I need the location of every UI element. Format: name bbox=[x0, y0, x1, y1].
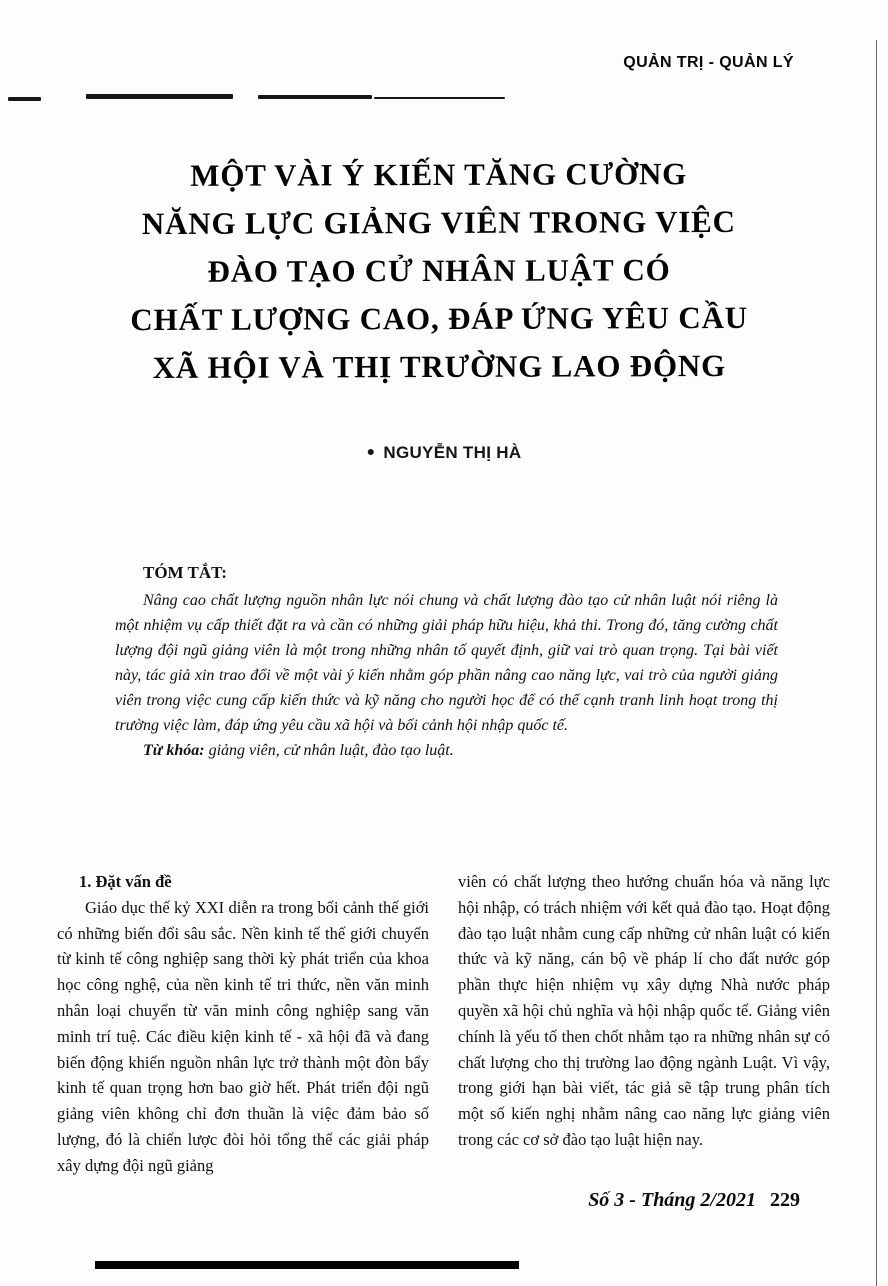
scan-edge-line bbox=[876, 40, 877, 1286]
article-title bbox=[50, 150, 829, 393]
scan-bottom-bar bbox=[95, 1261, 519, 1269]
article-title-line: MỘT VÀI Ý KIẾN TĂNG CƯỜNG bbox=[190, 156, 688, 193]
keywords-text: giảng viên, cử nhân luật, đào tạo luật. bbox=[208, 742, 454, 759]
page-footer bbox=[588, 1189, 800, 1212]
author-bullet-icon: ● bbox=[366, 443, 376, 459]
article-title-line: NĂNG LỰC GIẢNG VIÊN TRONG VIỆC bbox=[141, 203, 736, 242]
footer-issue-label: Số 3 - Tháng 2/2021 bbox=[588, 1189, 756, 1211]
journal-section-header: QUẢN TRỊ - QUẢN LÝ bbox=[623, 54, 794, 71]
body-columns bbox=[57, 869, 831, 1179]
article-title-line: CHẤT LƯỢNG CAO, ĐÁP ỨNG YÊU CẦU bbox=[130, 299, 748, 338]
abstract-text: Nâng cao chất lượng nguồn nhân lực nói chung và chất lượng đào tạo cử nhân luật nói riêng là một nhiệm vụ cấp thiết đặt ra và cần có những giải pháp hữu hiệu, khả thi. Trong đó, tăng cường chất lượng đội ngũ giảng viên là một trong những nhân tố quyết định, giữ vai trò quan trọng. Tại bài viết này, tác giả xin trao đổi về một vài ý kiến nhằm góp phần nâng cao năng lực, vai trò của người giảng viên trong việc cung cấp kiến thức và kỹ năng cho người học để có thể cạnh tranh linh hoạt trong thị trường việc làm, đáp ứng yêu cầu xã hội và bối cảnh hội nhập quốc tế. bbox=[115, 592, 778, 734]
body-paragraph-right: viên có chất lượng theo hướng chuẩn hóa và năng lực hội nhập, có trách nhiệm với kết quả đào tạo. Hoạt động đào tạo luật nhằm cung cấp những cử nhân luật có kiến thức và kỹ năng, cán bộ về pháp lí cho đất nước góp phần thực hiện nhiệm vụ xây dựng Nhà nước pháp quyền xã hội chủ nghĩa và hội nhập quốc tế. Giảng viên chính là yếu tố then chốt nhằm tạo ra những nhân sự có chất lượng cho thị trường lao động ngành Luật. Vì vậy, trong giới hạn bài viết, tác giả sẽ tập trung phân tích một số kiến nghị nhằm nâng cao năng lực giảng viên trong các cơ sở đào tạo luật hiện nay. bbox=[458, 872, 830, 1149]
article-title-line: XÃ HỘI VÀ THỊ TRƯỜNG LAO ĐỘNG bbox=[152, 347, 727, 385]
abstract-section bbox=[115, 560, 778, 763]
scan-line-segment bbox=[258, 95, 372, 99]
scan-line-segment bbox=[374, 97, 505, 99]
scan-line-segment bbox=[8, 97, 41, 101]
footer-page-number: 229 bbox=[770, 1189, 800, 1211]
abstract-heading: TÓM TẮT: bbox=[143, 563, 227, 582]
scan-line-segment bbox=[86, 94, 233, 99]
body-paragraph-left: Giáo dục thế kỷ XXI diễn ra trong bối cảnh thế giới có những biến đổi sâu sắc. Nền kinh tế thế giới chuyển từ kinh tế công nghiệp sang thời kỳ phát triển của khoa học công nghệ, của nền kinh tế tri thức, nền văn minh nhân loại chuyển từ văn minh công nghiệp sang văn minh trí tuệ. Các điều kiện kinh tế - xã hội đã và đang biến động khiến nguồn nhân lực trở thành một đòn bẩy kinh tế quan trọng hơn bao giờ hết. Phát triển đội ngũ giảng viên không chỉ đơn thuần là việc đảm bảo số lượng, đó là chiến lược đòi hỏi tổng thể các giải pháp xây dựng đội ngũ giảng bbox=[57, 897, 429, 1175]
body-column-left bbox=[57, 869, 429, 1179]
keywords-label: Từ khóa: bbox=[143, 742, 205, 759]
keywords-line bbox=[115, 738, 778, 763]
author-line bbox=[0, 443, 888, 463]
article-title-line: ĐÀO TẠO CỬ NHÂN LUẬT CÓ bbox=[207, 252, 671, 289]
section-heading: 1. Đặt vấn đề bbox=[79, 872, 172, 891]
author-name: NGUYỄN THỊ HÀ bbox=[383, 443, 522, 462]
body-column-right bbox=[458, 869, 830, 1179]
